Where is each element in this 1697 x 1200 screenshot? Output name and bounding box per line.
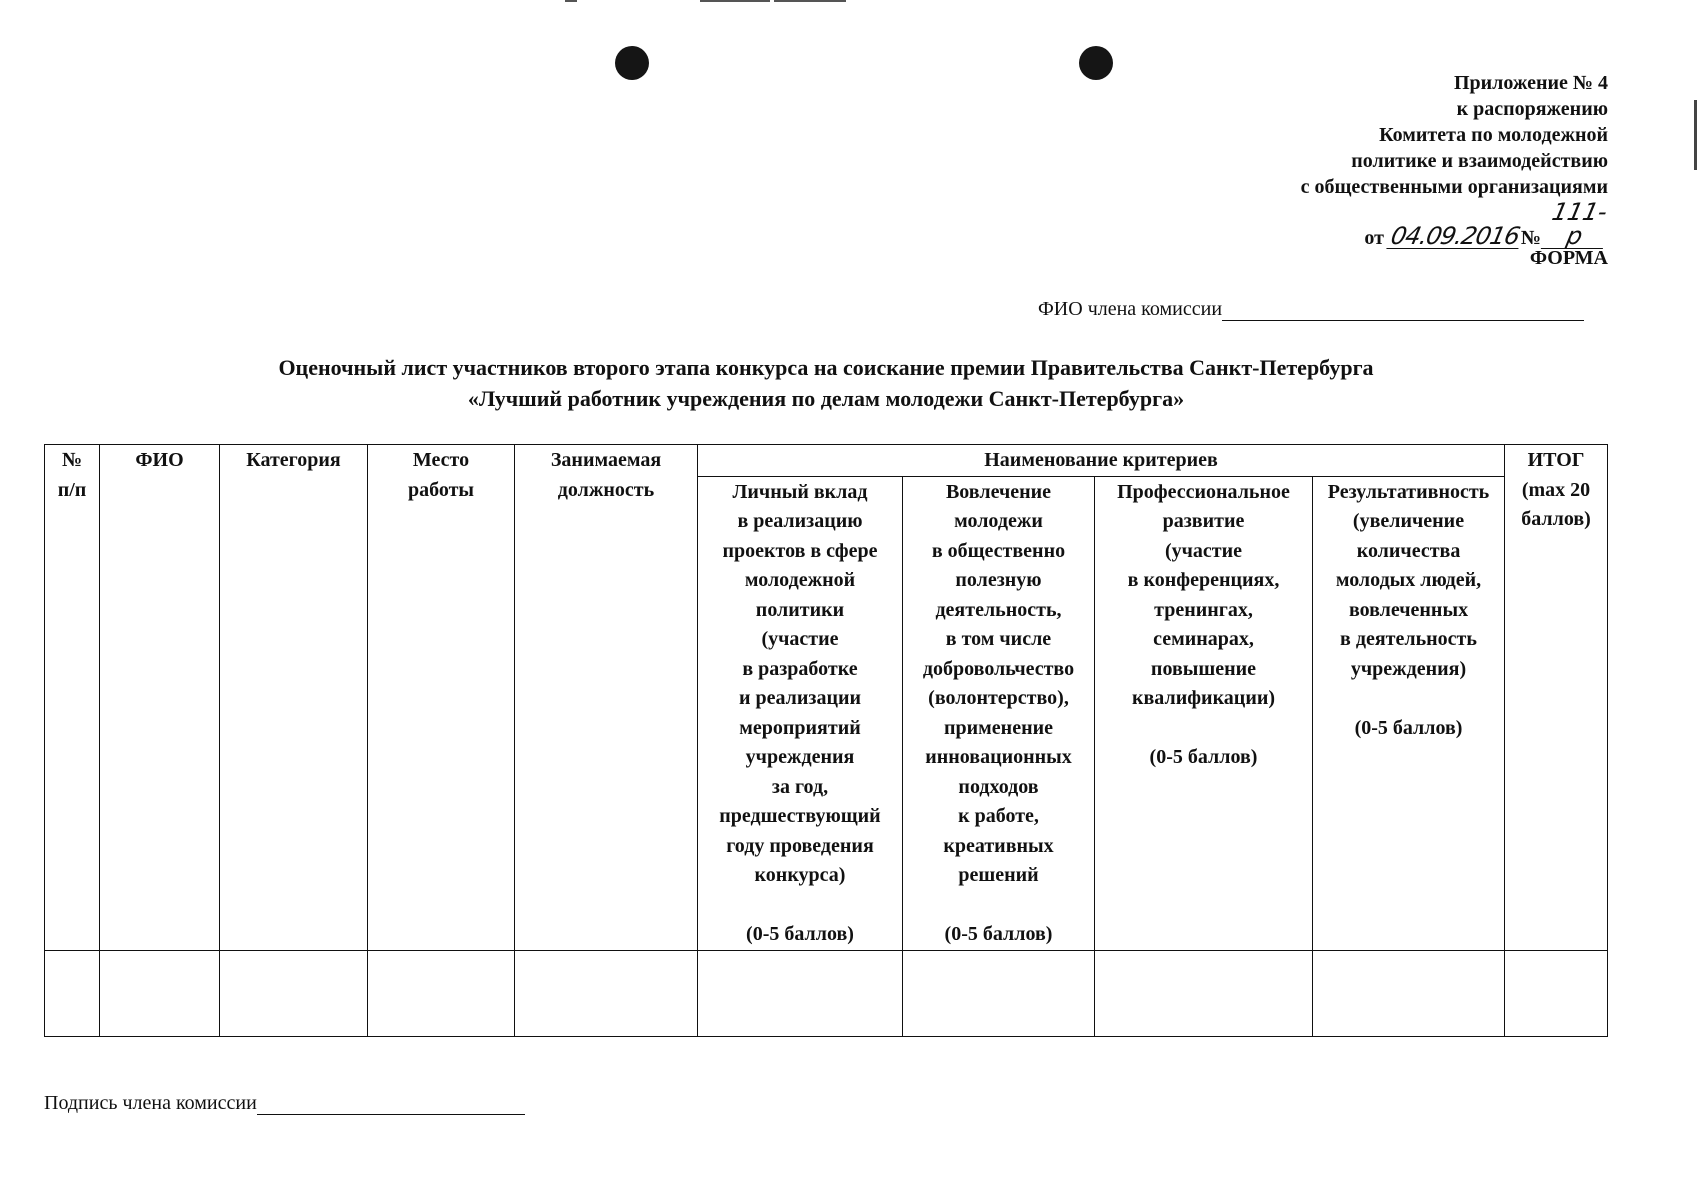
cell-category[interactable]	[220, 950, 368, 1036]
appendix-block	[1301, 70, 1608, 251]
member-name-label: ФИО члена комиссии	[1038, 298, 1223, 320]
header-category: Категория	[220, 445, 368, 951]
cell-number[interactable]	[45, 950, 100, 1036]
punch-hole	[615, 46, 649, 80]
criterion-personal-contribution: Личный вклад в реализацию проектов в сфере молодежной политики (участие в разработке и реализации мероприятий учреждения за год, предшествующий году проведения конкурса) (0-5 баллов)	[698, 476, 903, 950]
cell-criterion-3[interactable]	[1095, 950, 1313, 1036]
cell-criterion-1[interactable]	[698, 950, 903, 1036]
punch-hole	[1079, 46, 1113, 80]
criterion-effectiveness: Результативность (увеличение количества молодых людей, вовлеченных в деятельность учреждения) (0-5 баллов)	[1313, 476, 1505, 950]
signature-blank[interactable]	[257, 1094, 525, 1115]
header-total: ИТОГ (max 20 баллов)	[1505, 445, 1608, 951]
header-fio: ФИО	[100, 445, 220, 951]
header-workplace: Место работы	[368, 445, 515, 951]
member-name-blank[interactable]	[1222, 300, 1584, 321]
scan-edge-mark	[700, 0, 770, 2]
cell-position[interactable]	[515, 950, 698, 1036]
table-row	[45, 950, 1608, 1036]
appendix-line: Комитета по молодежной	[1379, 124, 1608, 146]
criterion-youth-involvement: Вовлечение молодежи в общественно полезную деятельность, в том числе добровольчество (волонтерство), применение инновационных подходов к работе, креативных решений (0-5 баллов)	[903, 476, 1095, 950]
member-name-field	[1038, 298, 1584, 321]
header-number: № п/п	[45, 445, 100, 951]
criterion-professional-development: Профессиональное развитие (участие в конференциях, тренингах, семинарах, повышение квалификации) (0-5 баллов)	[1095, 476, 1313, 950]
cell-criterion-4[interactable]	[1313, 950, 1505, 1036]
cell-criterion-2[interactable]	[903, 950, 1095, 1036]
appendix-line: Приложение № 4	[1453, 72, 1608, 94]
appendix-line: политике и взаимодействию	[1351, 150, 1608, 172]
title-line: «Лучший работник учреждения по делам молодежи Санкт-Петербурга»	[467, 386, 1185, 411]
cell-total[interactable]	[1505, 950, 1608, 1036]
scan-edge-mark	[774, 0, 846, 2]
appendix-line: с общественными организациями	[1300, 176, 1608, 198]
scan-edge-mark	[565, 0, 577, 2]
header-position: Занимаемая должность	[515, 445, 698, 951]
handwritten-number: 111-р	[1541, 200, 1613, 249]
handwritten-date: 04.09.2016	[1386, 224, 1523, 249]
appendix-date-line	[1301, 200, 1608, 251]
cell-fio[interactable]	[100, 950, 220, 1036]
number-prefix: №	[1520, 227, 1541, 249]
cell-workplace[interactable]	[368, 950, 515, 1036]
title-line: Оценочный лист участников второго этапа конкурса на соискание премии Правительства Санкт-Петербурга	[278, 355, 1374, 380]
document-title	[44, 352, 1608, 414]
header-criteria: Наименование критериев	[698, 445, 1505, 477]
signature-field	[44, 1092, 525, 1115]
form-label: ФОРМА	[1529, 247, 1608, 269]
appendix-line: к распоряжению	[1456, 98, 1608, 120]
signature-label: Подпись члена комиссии	[44, 1092, 257, 1114]
evaluation-table	[44, 444, 1608, 1037]
date-prefix: от	[1364, 227, 1384, 249]
